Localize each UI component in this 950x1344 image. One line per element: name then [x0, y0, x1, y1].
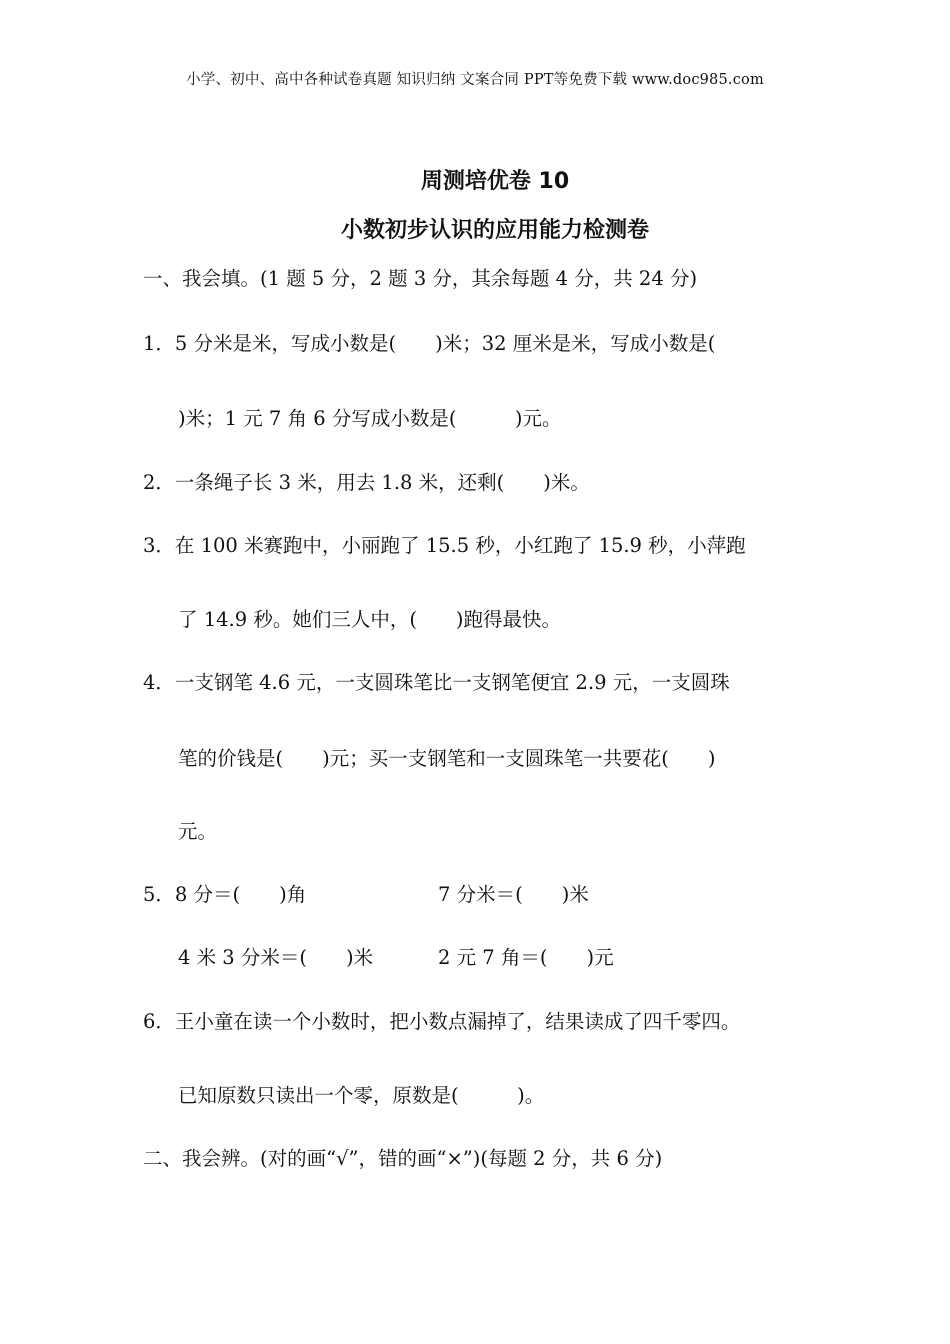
question-4-line-1: 4．一支钢笔 4.6 元，一支圆珠笔比一支钢笔便宜 2.9 元，一支圆珠 — [143, 671, 730, 694]
question-5-item-d: 2 元 7 角＝( )元 — [438, 946, 614, 969]
question-6-line-2: 已知原数只读出一个零，原数是( )。 — [178, 1084, 545, 1107]
question-1-line-1: 1．5 分米是米，写成小数是( )米；32 厘米是米，写成小数是( — [143, 332, 716, 355]
section-1-heading: 一、我会填。(1 题 5 分，2 题 3 分，其余每题 4 分，共 24 分) — [143, 267, 698, 290]
question-4-line-2: 笔的价钱是( )元；买一支钢笔和一支圆珠笔一共要花( ) — [178, 747, 716, 770]
section-2-heading: 二、我会辨。(对的画“√”，错的画“×”)(每题 2 分，共 6 分) — [143, 1147, 663, 1170]
question-5-item-a: 5．8 分＝( )角 — [143, 883, 307, 906]
question-5-item-b: 7 分米＝( )米 — [438, 883, 589, 906]
paper-subtitle: 小数初步认识的应用能力检测卷 — [340, 218, 649, 243]
question-1-line-2: )米；1 元 7 角 6 分写成小数是( )元。 — [178, 407, 562, 430]
question-5-item-c: 4 米 3 分米＝( )米 — [178, 946, 374, 969]
paper-title: 周测培优卷 10 — [420, 169, 570, 194]
page-header: 小学、初中、高中各种试卷真题 知识归纳 文案合同 PPT等免费下载 www.doc985.com — [186, 72, 764, 88]
question-6-line-1: 6．王小童在读一个小数时，把小数点漏掉了，结果读成了四千零四。 — [143, 1010, 741, 1033]
question-3-line-2: 了 14.9 秒。她们三人中，( )跑得最快。 — [178, 608, 562, 631]
question-3-line-1: 3．在 100 米赛跑中，小丽跑了 15.5 秒，小红跑了 15.9 秒，小萍跑 — [143, 534, 746, 557]
question-2: 2．一条绳子长 3 米，用去 1.8 米，还剩( )米。 — [143, 471, 590, 494]
question-4-line-3: 元。 — [178, 820, 218, 843]
